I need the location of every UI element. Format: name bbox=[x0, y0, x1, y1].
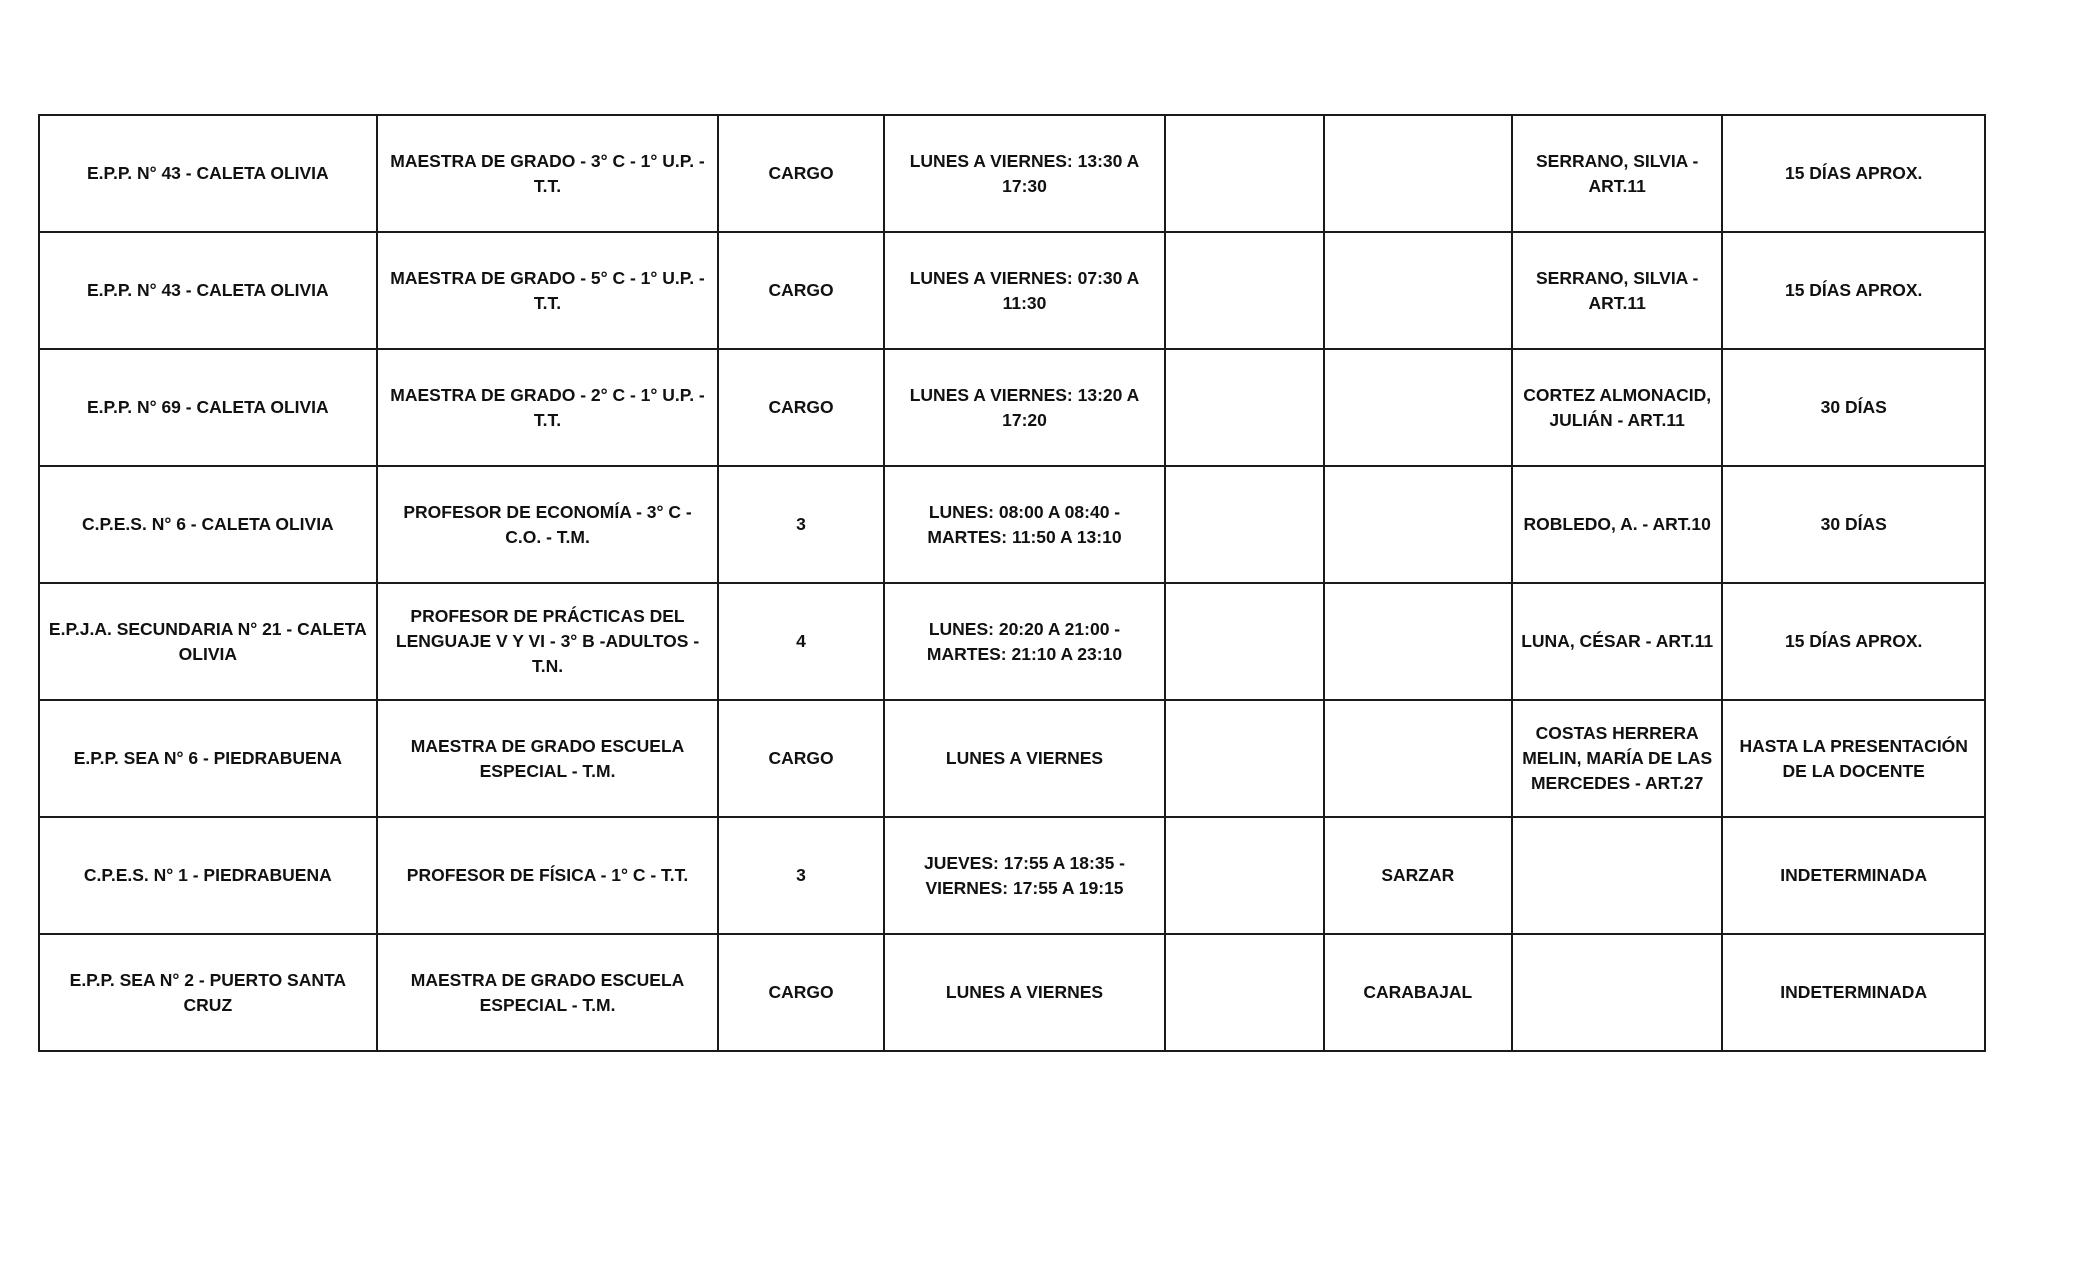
cell-school: E.P.P. N° 69 - CALETA OLIVIA bbox=[39, 349, 377, 466]
cell-position: MAESTRA DE GRADO - 5° C - 1° U.P. - T.T. bbox=[377, 232, 719, 349]
cell-hours: CARGO bbox=[718, 232, 883, 349]
cell-holder bbox=[1324, 349, 1512, 466]
cell-holder bbox=[1324, 232, 1512, 349]
cell-schedule: LUNES: 08:00 A 08:40 - MARTES: 11:50 A 13:10 bbox=[884, 466, 1166, 583]
cell-schedule: LUNES A VIERNES bbox=[884, 700, 1166, 817]
table-row bbox=[39, 700, 1985, 817]
cell-duration: 15 DÍAS APROX. bbox=[1722, 232, 1985, 349]
cell-blank bbox=[1165, 349, 1323, 466]
table-row bbox=[39, 115, 1985, 232]
cell-replaced-teacher bbox=[1512, 817, 1722, 934]
cell-hours: 3 bbox=[718, 817, 883, 934]
cell-duration: 30 DÍAS bbox=[1722, 349, 1985, 466]
cell-hours: CARGO bbox=[718, 700, 883, 817]
cell-replaced-teacher: CORTEZ ALMONACID, JULIÁN - ART.11 bbox=[1512, 349, 1722, 466]
table-row bbox=[39, 466, 1985, 583]
cell-schedule: LUNES A VIERNES: 13:20 A 17:20 bbox=[884, 349, 1166, 466]
cell-position: PROFESOR DE FÍSICA - 1° C - T.T. bbox=[377, 817, 719, 934]
table-row bbox=[39, 817, 1985, 934]
cell-position: PROFESOR DE ECONOMÍA - 3° C - C.O. - T.M. bbox=[377, 466, 719, 583]
cell-position: MAESTRA DE GRADO ESCUELA ESPECIAL - T.M. bbox=[377, 934, 719, 1051]
cell-blank bbox=[1165, 700, 1323, 817]
cell-school: C.P.E.S. N° 6 - CALETA OLIVIA bbox=[39, 466, 377, 583]
cell-replaced-teacher: SERRANO, SILVIA - ART.11 bbox=[1512, 232, 1722, 349]
table-row bbox=[39, 934, 1985, 1051]
cell-school: C.P.E.S. N° 1 - PIEDRABUENA bbox=[39, 817, 377, 934]
cell-schedule: LUNES A VIERNES bbox=[884, 934, 1166, 1051]
cell-replaced-teacher: SERRANO, SILVIA - ART.11 bbox=[1512, 115, 1722, 232]
cell-duration: HASTA LA PRESENTACIÓN DE LA DOCENTE bbox=[1722, 700, 1985, 817]
cell-duration: 15 DÍAS APROX. bbox=[1722, 583, 1985, 700]
cell-schedule: JUEVES: 17:55 A 18:35 - VIERNES: 17:55 A 19:15 bbox=[884, 817, 1166, 934]
cell-schedule: LUNES A VIERNES: 13:30 A 17:30 bbox=[884, 115, 1166, 232]
cell-blank bbox=[1165, 817, 1323, 934]
cell-holder bbox=[1324, 583, 1512, 700]
cell-schedule: LUNES: 20:20 A 21:00 - MARTES: 21:10 A 23:10 bbox=[884, 583, 1166, 700]
table-row bbox=[39, 232, 1985, 349]
cell-duration: 15 DÍAS APROX. bbox=[1722, 115, 1985, 232]
cell-blank bbox=[1165, 232, 1323, 349]
cell-blank bbox=[1165, 583, 1323, 700]
cell-blank bbox=[1165, 115, 1323, 232]
cell-schedule: LUNES A VIERNES: 07:30 A 11:30 bbox=[884, 232, 1166, 349]
cell-hours: CARGO bbox=[718, 349, 883, 466]
cell-school: E.P.P. SEA N° 2 - PUERTO SANTA CRUZ bbox=[39, 934, 377, 1051]
table-row bbox=[39, 583, 1985, 700]
cell-school: E.P.P. SEA N° 6 - PIEDRABUENA bbox=[39, 700, 377, 817]
cell-hours: CARGO bbox=[718, 934, 883, 1051]
cell-hours: 3 bbox=[718, 466, 883, 583]
cell-hours: 4 bbox=[718, 583, 883, 700]
cell-hours: CARGO bbox=[718, 115, 883, 232]
cell-replaced-teacher bbox=[1512, 934, 1722, 1051]
cell-holder bbox=[1324, 466, 1512, 583]
cell-duration: INDETERMINADA bbox=[1722, 817, 1985, 934]
table-body bbox=[39, 115, 1985, 1051]
cell-blank bbox=[1165, 934, 1323, 1051]
cell-school: E.P.P. N° 43 - CALETA OLIVIA bbox=[39, 232, 377, 349]
cell-school: E.P.P. N° 43 - CALETA OLIVIA bbox=[39, 115, 377, 232]
cell-school: E.P.J.A. SECUNDARIA N° 21 - CALETA OLIVIA bbox=[39, 583, 377, 700]
cell-duration: 30 DÍAS bbox=[1722, 466, 1985, 583]
cell-position: MAESTRA DE GRADO - 2° C - 1° U.P. - T.T. bbox=[377, 349, 719, 466]
cell-position: MAESTRA DE GRADO - 3° C - 1° U.P. - T.T. bbox=[377, 115, 719, 232]
cell-replaced-teacher: ROBLEDO, A. - ART.10 bbox=[1512, 466, 1722, 583]
cell-position: MAESTRA DE GRADO ESCUELA ESPECIAL - T.M. bbox=[377, 700, 719, 817]
cell-duration: INDETERMINADA bbox=[1722, 934, 1985, 1051]
cell-holder: CARABAJAL bbox=[1324, 934, 1512, 1051]
cell-replaced-teacher: COSTAS HERRERA MELIN, MARÍA DE LAS MERCEDES - ART.27 bbox=[1512, 700, 1722, 817]
cell-holder bbox=[1324, 700, 1512, 817]
cell-position: PROFESOR DE PRÁCTICAS DEL LENGUAJE V Y VI - 3° B -ADULTOS - T.N. bbox=[377, 583, 719, 700]
cell-holder bbox=[1324, 115, 1512, 232]
cell-blank bbox=[1165, 466, 1323, 583]
cell-holder: SARZAR bbox=[1324, 817, 1512, 934]
cell-replaced-teacher: LUNA, CÉSAR - ART.11 bbox=[1512, 583, 1722, 700]
vacancy-table bbox=[38, 114, 1986, 1052]
table-row bbox=[39, 349, 1985, 466]
